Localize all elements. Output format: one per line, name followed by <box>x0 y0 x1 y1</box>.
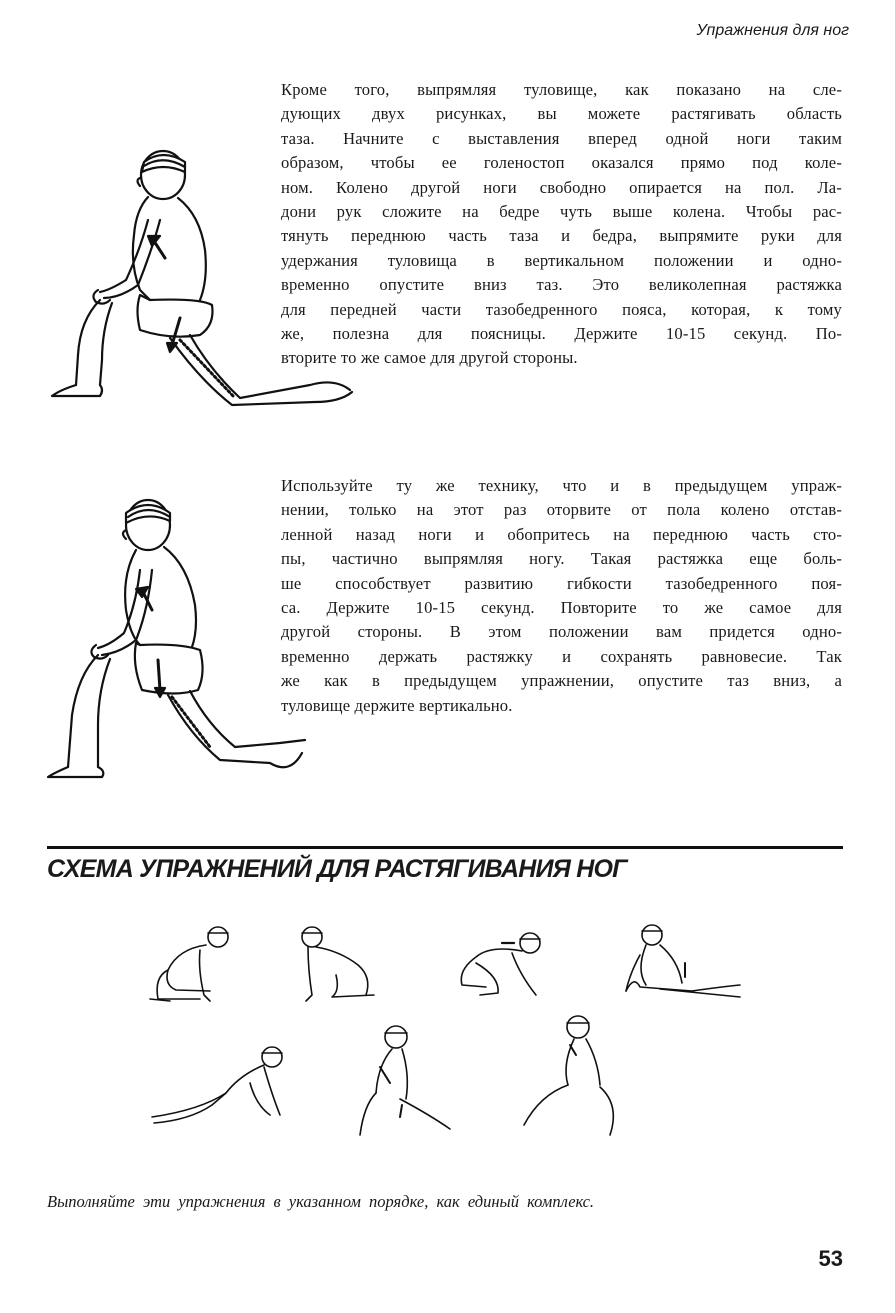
paragraph-line: другой стороны. В этом положении вам придется одно- <box>281 622 842 642</box>
paragraph-line: са. Держите 10-15 секунд. Повторите то же самое для <box>281 598 842 618</box>
exercise-figure-3 <box>461 933 540 995</box>
paragraph-line: ном. Колено другой ноги свободно опирается на пол. Ла- <box>281 177 842 197</box>
section-title: СХЕМА УПРАЖНЕНИЙ ДЛЯ РАСТЯГИВАНИЯ НОГ <box>47 855 627 883</box>
exercise-figure-6 <box>360 1026 450 1135</box>
paragraph-line: временно опустите вниз таз. Это великолепная растяжка <box>281 275 842 295</box>
paragraph-line: же как в предыдущем упражнении, опустите таз вниз, а <box>281 671 842 691</box>
paragraph-line: удержания туловища в вертикальном положении и одно- <box>281 250 842 270</box>
paragraph-line: же, полезна для поясницы. Держите 10-15 секунд. По- <box>281 324 842 344</box>
exercise-figure-4 <box>626 925 740 997</box>
paragraph-line: временно держать растяжку и сохранять равновесие. Так <box>281 646 842 666</box>
page-number: 53 <box>818 1246 843 1271</box>
caption: Выполняйте эти упражнения в указанном порядке, как единый комплекс. <box>47 1192 595 1211</box>
paragraph-line: туловище держите вертикально. <box>281 695 513 715</box>
paragraph-line: Кроме того, выпрямляя туловище, как показано на сле- <box>281 80 842 99</box>
standing-lunge-illustration <box>40 485 320 785</box>
exercise-figure-5 <box>152 1047 282 1123</box>
paragraph-line: таза. Начните с выставления вперед одной ноги таким <box>281 128 842 148</box>
paragraph-line: пы, частично выпрямляя ногу. Такая растяжка еще боль- <box>281 549 842 569</box>
paragraph-2 <box>281 474 842 718</box>
exercise-figure-7 <box>524 1016 613 1135</box>
running-head: Упражнения для ног <box>696 22 849 39</box>
paragraph-line: образом, чтобы ее голеностоп оказался прямо под коле- <box>281 153 842 173</box>
paragraph-line: нении, только на этот раз оторвите от пола колено отстав- <box>281 500 842 520</box>
paragraph-line: ленной назад ноги и обопритесь на переднюю часть сто- <box>281 524 842 544</box>
exercise-figure-1 <box>150 927 228 1001</box>
paragraph-line: Используйте ту же технику, что и в предыдущем упраж- <box>281 476 842 495</box>
section-divider <box>47 846 843 849</box>
paragraph-line: дони рук сложите на бедре чуть выше колена. Чтобы рас- <box>281 202 842 222</box>
paragraph-line: ше способствует развитию гибкости тазобедренного поя- <box>281 573 842 593</box>
exercise-figure-2 <box>302 927 374 1001</box>
paragraph-line: тянуть переднюю часть таза и бедра, выпрямите руки для <box>281 226 842 246</box>
exercise-sequence-illustration <box>140 915 760 1145</box>
paragraph-line: для передней части тазобедренного пояса, которая, к тому <box>281 299 842 319</box>
paragraph-1 <box>281 78 842 371</box>
paragraph-line: вторите то же самое для другой стороны. <box>281 348 578 368</box>
paragraph-line: дующих двух рисунках, вы можете растягивать область <box>281 104 842 124</box>
